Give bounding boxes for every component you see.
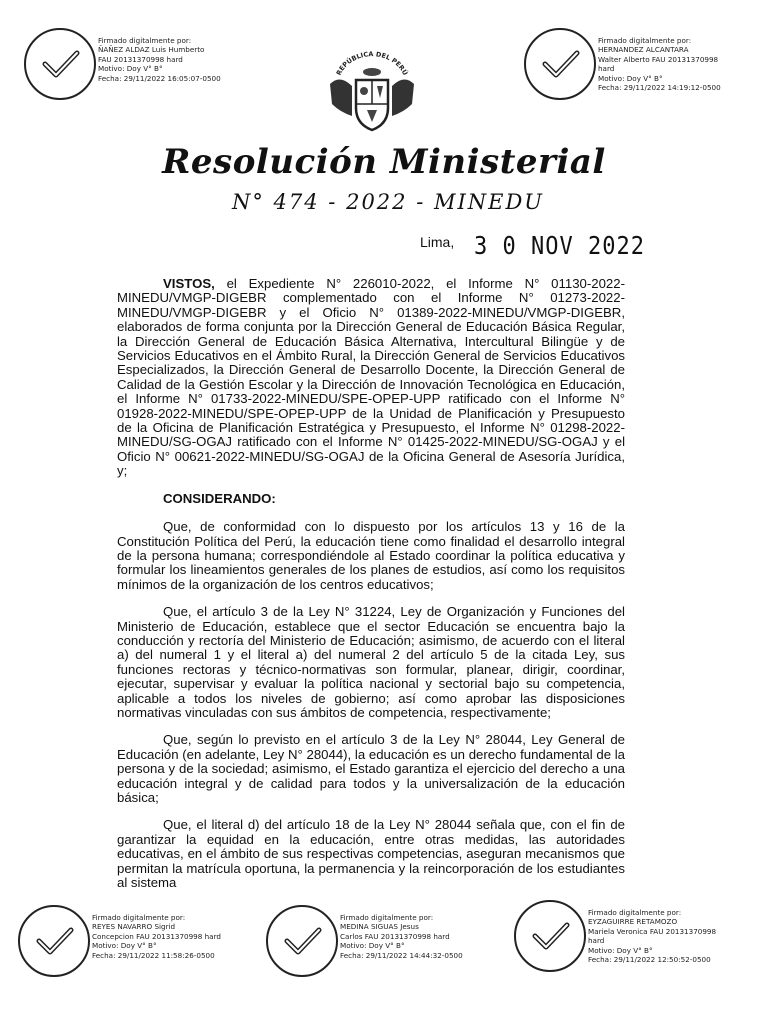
peru-coat-of-arms-icon: [322, 46, 422, 136]
signature-label: Firmado digitalmente por:: [588, 908, 682, 917]
resolution-number: N° 474 - 2022 - MINEDU: [232, 190, 545, 214]
signature-check-icon: [18, 905, 90, 977]
vistos-text: el Expediente N° 226010-2022, el Informe N° 01130-2022-MINEDU/VMGP-DIGEBR complementado con el Informe N° 01273-2022-MINEDU/VMGP-DIGEBR y el Oficio N° 01389-2022-MINEDU/VMGP-DIGEBR, elaborados de forma conjunta por la Dirección General de Educación Básica Regular, la Dirección General de Educación Básica Alternativa, Intercultural Bilingüe y de Servicios Educativos en el Ámbito Rural, la Dirección General de Servicios Educativos Especializados, la Dirección General de Desarrollo Docente, la Dirección General de Calidad de la Gestión Escolar y la Dirección de Innovación Tecnológica en Educación, el Informe N° 01733-2022-MINEDU/SPE-OPEP-UPP ratificado con el Informe N° 01928-2022-MINEDU/SPE-OPEP-UPP de la Unidad de Planificación y Presupuesto de la Oficina de Planificación Estratégica y Presupuesto, el Informe N° 01298-2022-MINEDU/SG-OGAJ ratificado con el Informe N° 01425-2022-MINEDU/SG-OGAJ y el Oficio N° 00621-2022-MINEDU/SG-OGAJ de la Oficina General de Asesoría Jurídica, y;: [117, 276, 625, 479]
vistos-paragraph: [117, 277, 625, 479]
signature-check-icon: [514, 900, 586, 972]
signature-label: Firmado digitalmente por:: [340, 913, 434, 922]
signer-name: EYZAGUIRRE RETAMOZO: [588, 917, 678, 927]
signature-check-icon: [524, 28, 596, 100]
signature-label: Firmado digitalmente por:: [598, 36, 692, 45]
digital-signature-bottom-right: [514, 900, 764, 980]
document-title: Resolución Ministerial: [162, 142, 606, 182]
paragraph-2: Que, el artículo 3 de la Ley N° 31224, Ley de Organización y Funciones del Ministerio de Educación, establece que el sector Educación se encuentra bajo la conducción y rectoría del Ministerio de Educación; asimismo, de acuerdo con el literal a) del numeral 1 y el literal a) del numeral 2 del artículo 5 de la citada Ley, sus funciones rectoras y técnico-normativas son formular, planear, dirigir, coordinar, ejecutar, supervisar y evaluar la política nacional y sectorial bajo su competencia, aplicable a todos los niveles de gobierno; así como aprobar las disposiciones normativas vinculadas con sus ámbitos de competencia, respectivamente;: [117, 604, 625, 720]
paragraph-3: Que, según lo previsto en el artículo 3 de la Ley N° 28044, Ley General de Educación (en adelante, Ley N° 28044), la educación es un derecho fundamental de la persona y de la sociedad; asimismo, el Estado garantiza el ejercicio del derecho a una educación integral y de calidad para todos y la universalización de la educación básica;: [117, 732, 625, 805]
signer-line: Walter Alberto FAU 20131370998: [598, 54, 719, 64]
signer-line: Concepcion FAU 20131370998 hard: [92, 931, 221, 941]
signer-name: REYES NAVARRO Sigrid: [92, 922, 176, 932]
signature-motivo: Motivo: Doy V° B°: [92, 941, 157, 951]
signer-line: hard: [598, 64, 615, 74]
considerando-heading: CONSIDERANDO:: [163, 490, 276, 506]
signature-motivo: Motivo: Doy V° B°: [98, 64, 163, 74]
signature-check-icon: [266, 905, 338, 977]
signature-fecha: Fecha: 29/11/2022 11:58:26-0500: [92, 950, 215, 960]
signature-fecha: Fecha: 29/11/2022 14:19:12-0500: [598, 83, 721, 93]
signature-fecha: Fecha: 29/11/2022 14:44:32-0500: [340, 950, 463, 960]
digital-signature-top-right: [524, 28, 768, 108]
digital-signature-bottom-left: [18, 905, 268, 985]
signature-motivo: Motivo: Doy V° B°: [598, 73, 663, 83]
crest-text: REPÚBLICA DEL PERÚ: [334, 50, 410, 77]
signer-name: HERNANDEZ ALCANTARA: [598, 45, 689, 55]
signer-name: ÑAÑEZ ALDAZ Luis Humberto: [98, 45, 205, 55]
signer-line: Mariela Veronica FAU 20131370998: [588, 926, 717, 936]
digital-signature-bottom-center: [266, 905, 516, 985]
paragraph-1: Que, de conformidad con lo dispuesto por los artículos 13 y 16 de la Constitución Política del Perú, la educación tiene como finalidad el desarrollo integral de la persona humana; correspondiéndole al Estado coordinar la política educativa y formular los lineamientos generales de los planes de estudios, así como los requisitos mínimos de la organización de los centros educativos;: [117, 519, 625, 592]
paragraph-4: Que, el literal d) del artículo 18 de la Ley N° 28044 señala que, con el fin de garantizar la equidad en la educación, entre otras medidas, las autoridades educativas, en el ámbito de sus respectivas competencias, aseguran mecanismos que permitan la matrícula oportuna, la permanencia y la reincorporación de los estudiantes al sistema: [117, 817, 625, 891]
signer-name: MEDINA SIGUAS Jesus: [340, 922, 419, 932]
signer-line: Carlos FAU 20131370998 hard: [340, 931, 450, 941]
document-body: [117, 277, 625, 903]
signature-label: Firmado digitalmente por:: [98, 36, 192, 45]
date-stamp: 3 0 NOV 2022: [474, 232, 645, 261]
signature-check-icon: [24, 28, 96, 100]
vistos-label: VISTOS,: [163, 276, 215, 291]
signature-fecha: Fecha: 29/11/2022 16:05:07-0500: [98, 73, 221, 83]
signature-motivo: Motivo: Doy V° B°: [340, 941, 405, 951]
signer-line: hard: [588, 936, 605, 946]
signature-label: Firmado digitalmente por:: [92, 913, 186, 922]
signature-fecha: Fecha: 29/11/2022 12:50:52-0500: [588, 955, 711, 965]
digital-signature-top-left: [24, 28, 274, 108]
signer-line: FAU 20131370998 hard: [98, 54, 183, 64]
signature-motivo: Motivo: Doy V° B°: [588, 945, 653, 955]
date-label: Lima,: [420, 234, 455, 250]
